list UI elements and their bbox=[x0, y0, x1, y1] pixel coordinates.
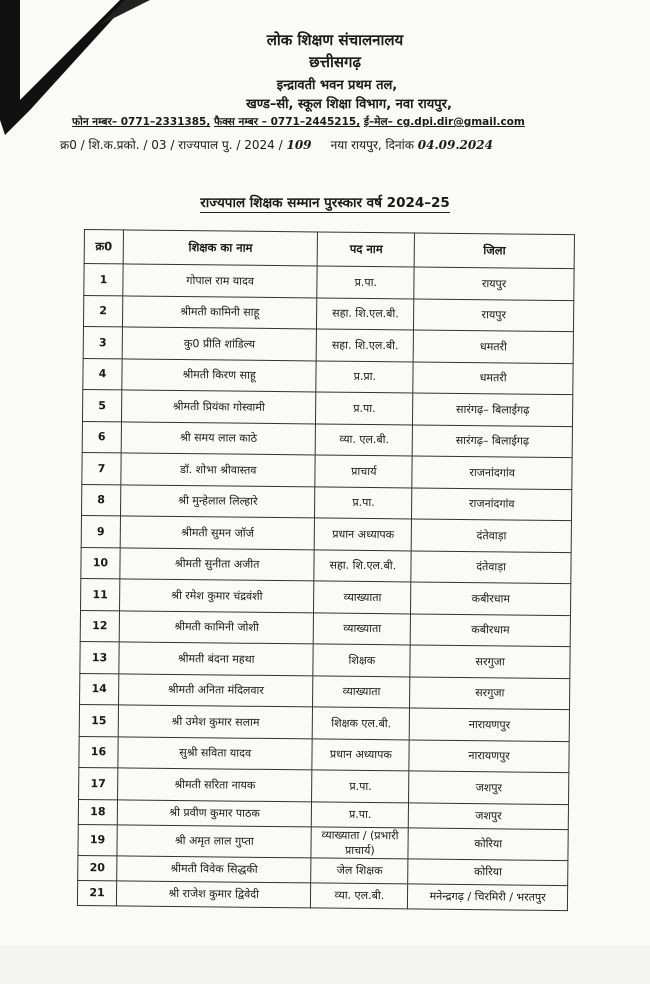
name-cell: श्री उमेश कुमार सलाम bbox=[118, 705, 313, 739]
fax-number: फैक्स नम्बर – 0771–2445215, bbox=[214, 116, 361, 128]
name-cell: श्रीमती अनिता मंदिलवार bbox=[118, 673, 313, 707]
district-cell: जशपुर bbox=[409, 802, 569, 829]
table-row bbox=[81, 547, 571, 584]
state-name: छत्तीसगढ़ bbox=[309, 53, 361, 71]
serial-cell: 7 bbox=[82, 452, 121, 484]
post-cell: प्राचार्य bbox=[315, 455, 412, 488]
district-cell: धमतरी bbox=[413, 330, 573, 363]
post-cell: व्याख्याता bbox=[314, 581, 411, 614]
column-header-name: शिक्षक का नाम bbox=[123, 230, 318, 266]
table-row bbox=[82, 421, 572, 458]
table-row bbox=[81, 484, 571, 521]
serial-cell: 9 bbox=[81, 515, 120, 547]
table-row bbox=[84, 264, 574, 301]
post-cell: प्रधान अध्यापक bbox=[312, 738, 409, 771]
table-row bbox=[77, 880, 567, 910]
handwritten-date: 04.09.2024 bbox=[417, 138, 493, 152]
name-cell: सुश्री सविता यादव bbox=[118, 736, 313, 770]
serial-cell: 11 bbox=[81, 578, 120, 610]
district-cell: राजनांदगांव bbox=[412, 487, 572, 520]
contact-line bbox=[72, 115, 525, 129]
serial-cell: 12 bbox=[80, 610, 119, 642]
table-row bbox=[82, 389, 572, 426]
name-cell: श्रीमती बंदना महथा bbox=[119, 642, 314, 676]
post-cell: प्र.पा. bbox=[312, 770, 409, 803]
reference-line bbox=[60, 136, 493, 153]
post-cell: सहा. शि.एल.बी. bbox=[314, 549, 411, 582]
table-row bbox=[81, 515, 571, 552]
serial-cell: 18 bbox=[78, 799, 117, 824]
serial-cell: 3 bbox=[83, 326, 122, 358]
reference-number: क्र0 / शि.क.प्रको. / 03 / राज्यपाल पु. / 2024 / bbox=[60, 138, 283, 152]
column-header-serial: क्र0 bbox=[84, 230, 123, 264]
district-cell: कबीरधाम bbox=[411, 582, 571, 615]
name-cell: श्री प्रवीण कुमार पाठक bbox=[117, 799, 312, 826]
table-row bbox=[83, 358, 573, 395]
document-title-text: राज्यपाल शिक्षक सम्मान पुरस्कार वर्ष 2024–25 bbox=[200, 195, 450, 211]
table-row bbox=[83, 295, 573, 332]
post-cell: व्या. एल.बी. bbox=[316, 423, 413, 456]
serial-cell: 17 bbox=[79, 767, 118, 799]
table-row bbox=[78, 824, 568, 860]
name-cell: श्रीमती प्रियंका गोस्वामी bbox=[121, 390, 316, 424]
handwritten-ref-number: 109 bbox=[286, 138, 312, 152]
name-cell: श्रीमती विवेक सिद्धकी bbox=[117, 855, 312, 882]
district-cell: नारायणपुर bbox=[409, 708, 569, 741]
document-title bbox=[0, 193, 650, 211]
post-cell: प्र.पा. bbox=[316, 392, 413, 425]
name-cell: श्रीमती सुमन जॉर्ज bbox=[120, 516, 315, 550]
post-cell: प्रधान अध्यापक bbox=[315, 518, 412, 551]
place-date-label: नया रायपुर, दिनांक bbox=[330, 138, 414, 152]
name-cell: गोपाल राम यादव bbox=[123, 264, 318, 298]
table-row bbox=[82, 452, 572, 489]
post-cell: सहा. शि.एल.बी. bbox=[317, 297, 414, 330]
table-row bbox=[79, 736, 569, 773]
district-cell: राजनांदगांव bbox=[412, 456, 572, 489]
district-cell: रायपुर bbox=[414, 298, 574, 331]
table-row bbox=[80, 673, 570, 710]
name-cell: श्रीमती किरण साहू bbox=[122, 358, 317, 392]
serial-cell: 5 bbox=[82, 389, 121, 421]
office-name: लोक शिक्षण संचालनालय bbox=[266, 31, 404, 49]
phone-number: फोन नम्बर– 0771–2331385, bbox=[72, 116, 211, 128]
table-row bbox=[80, 610, 570, 647]
district-cell: सारंगढ़– बिलाईगढ़ bbox=[412, 424, 572, 457]
post-cell: सहा. शि.एल.बी. bbox=[317, 329, 414, 362]
serial-cell: 21 bbox=[77, 880, 116, 905]
district-cell: सरगुजा bbox=[410, 645, 570, 678]
post-cell: शिक्षक एल.बी. bbox=[313, 707, 410, 740]
district-cell: कबीरधाम bbox=[410, 613, 570, 646]
name-cell: श्रीमती कामिनी जोशी bbox=[119, 610, 314, 644]
district-cell: सारंगढ़– बिलाईगढ़ bbox=[413, 393, 573, 426]
name-cell: श्री रमेश कुमार चंद्रवंशी bbox=[119, 579, 314, 613]
post-cell: प्र.पा. bbox=[315, 486, 412, 519]
table-row bbox=[80, 641, 570, 678]
table-row bbox=[79, 767, 569, 804]
serial-cell: 16 bbox=[79, 736, 118, 768]
district-cell: सरगुजा bbox=[410, 676, 570, 709]
post-cell: शिक्षक bbox=[313, 644, 410, 677]
district-cell: जशपुर bbox=[409, 771, 569, 804]
column-header-district: जिला bbox=[414, 233, 574, 269]
address-line-2: खण्ड–सी, स्कूल शिक्षा विभाग, नवा रायपुर, bbox=[246, 97, 452, 112]
post-cell: प्र.प्रा. bbox=[316, 360, 413, 393]
name-cell: श्रीमती कामिनी साहू bbox=[122, 295, 317, 329]
name-cell: श्री राजेश कुमार द्विवेदी bbox=[116, 880, 311, 907]
name-cell: श्रीमती सरिता नायक bbox=[117, 768, 312, 802]
awardees-table bbox=[77, 229, 575, 911]
post-cell: व्या. एल.बी. bbox=[311, 882, 408, 908]
district-cell: नारायणपुर bbox=[409, 739, 569, 772]
table-row bbox=[83, 326, 573, 363]
table-row bbox=[81, 578, 571, 615]
post-cell: व्याख्याता bbox=[314, 612, 411, 645]
name-cell: डॉ. शोभा श्रीवास्तव bbox=[121, 453, 316, 487]
column-header-post: पद नाम bbox=[318, 232, 415, 267]
serial-cell: 2 bbox=[83, 295, 122, 327]
table-header-row bbox=[84, 230, 574, 269]
district-cell: दंतेवाड़ा bbox=[411, 519, 571, 552]
table-row bbox=[79, 704, 569, 741]
serial-cell: 1 bbox=[84, 264, 123, 296]
serial-cell: 4 bbox=[83, 358, 122, 390]
serial-cell: 20 bbox=[78, 855, 117, 880]
email-address: ई–मेल– cg.dpi.dir@gmail.com bbox=[363, 116, 525, 128]
serial-cell: 8 bbox=[81, 484, 120, 516]
district-cell: कोरिया bbox=[408, 827, 568, 860]
post-cell: व्याख्याता / (प्रभारी प्राचार्य) bbox=[311, 826, 408, 858]
serial-cell: 19 bbox=[78, 824, 117, 855]
name-cell: श्री मुन्हेलाल लिल्हारे bbox=[120, 484, 315, 518]
name-cell: कु0 प्रीति शांडिल्य bbox=[122, 327, 317, 361]
district-cell: रायपुर bbox=[414, 267, 574, 300]
name-cell: श्री अमृत लाल गुप्ता bbox=[117, 824, 312, 857]
serial-cell: 15 bbox=[79, 704, 118, 736]
serial-cell: 10 bbox=[81, 547, 120, 579]
serial-cell: 6 bbox=[82, 421, 121, 453]
district-cell: कोरिया bbox=[408, 858, 568, 885]
serial-cell: 14 bbox=[80, 673, 119, 705]
address-line-1: इन्द्रावती भवन प्रथम तल, bbox=[276, 78, 398, 93]
name-cell: श्री समय लाल काठे bbox=[121, 421, 316, 455]
district-cell: मनेन्द्रगढ़ / चिरमिरी / भरतपुर bbox=[408, 883, 568, 910]
post-cell: जेल शिक्षक bbox=[311, 857, 408, 883]
post-cell: व्याख्याता bbox=[313, 675, 410, 708]
serial-cell: 13 bbox=[80, 641, 119, 673]
district-cell: धमतरी bbox=[413, 361, 573, 394]
post-cell: प्र.पा. bbox=[317, 266, 414, 299]
name-cell: श्रीमती सुनीता अजीत bbox=[120, 547, 315, 581]
district-cell: दंतेवाड़ा bbox=[411, 550, 571, 583]
post-cell: प्र.पा. bbox=[312, 801, 409, 827]
